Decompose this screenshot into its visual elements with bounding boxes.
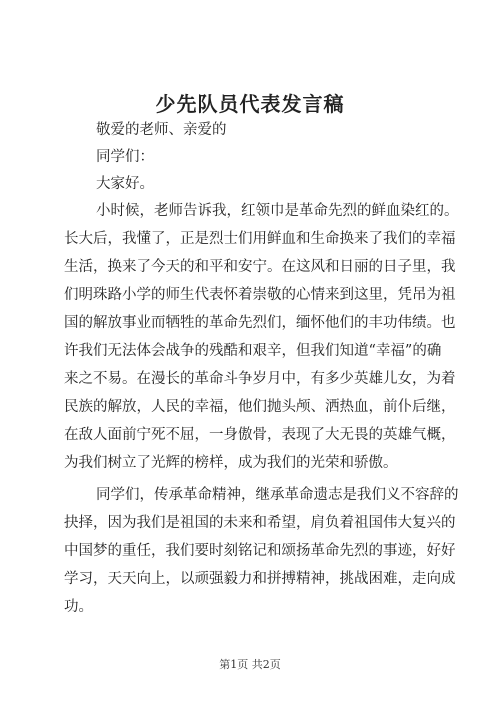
document-title: 少先队员代表发言稿: [155, 92, 345, 116]
paragraph-1-line-8: 民族的解放，人民的幸福，他们抛头颅、洒热血，前仆后继，: [64, 399, 456, 415]
paragraph-2-line-4: 学习，天天向上，以顽强毅力和拼搏精神，挑战困难，走向成: [64, 571, 456, 587]
page-number-footer: 第1页 共2页: [219, 658, 281, 671]
paragraph-2-line-5: 功。: [64, 599, 93, 615]
paragraph-2-line-3: 中国梦的重任，我们要时刻铭记和颂扬革命先烈的事迹，好好: [64, 543, 456, 559]
paragraph-2-line-1: 同学们，传承革命精神，继承革命遗志是我们义不容辞的: [96, 487, 459, 503]
paragraph-1-line-1: 小时候，老师告诉我，红领巾是革命先烈的鲜血染红的。: [96, 203, 459, 219]
salutation-line-2: 同学们：: [96, 149, 154, 165]
salutation-line-3: 大家好。: [96, 176, 154, 192]
paragraph-1-line-7: 来之不易。在漫长的革命斗争岁月中，有多少英雄儿女，为着: [64, 371, 456, 387]
paragraph-1-line-10: 为我们树立了光辉的榜样，成为我们的光荣和骄傲。: [64, 455, 398, 471]
paragraph-1-line-2: 长大后，我懂了，正是烈士们用鲜血和生命换来了我们的幸福: [64, 231, 456, 247]
salutation-line-1: 敬爱的老师、亲爱的: [96, 122, 227, 138]
paragraph-1-line-6: 许我们无法体会战争的残酷和艰辛，但我们知道“幸福”的确: [64, 343, 442, 359]
paragraph-2-line-2: 抉择，因为我们是祖国的未来和希望，肩负着祖国伟大复兴的: [64, 515, 456, 531]
paragraph-1-line-3: 生活，换来了今天的和平和安宁。在这风和日丽的日子里，我: [64, 259, 456, 275]
paragraph-1-line-4: 们明珠路小学的师生代表怀着崇敬的心情来到这里，凭吊为祖: [64, 287, 456, 303]
paragraph-1-line-9: 在敌人面前宁死不屈，一身傲骨，表现了大无畏的英雄气概，: [64, 427, 456, 443]
paragraph-1-line-5: 国的解放事业而牺牲的革命先烈们，缅怀他们的丰功伟绩。也: [64, 315, 456, 331]
